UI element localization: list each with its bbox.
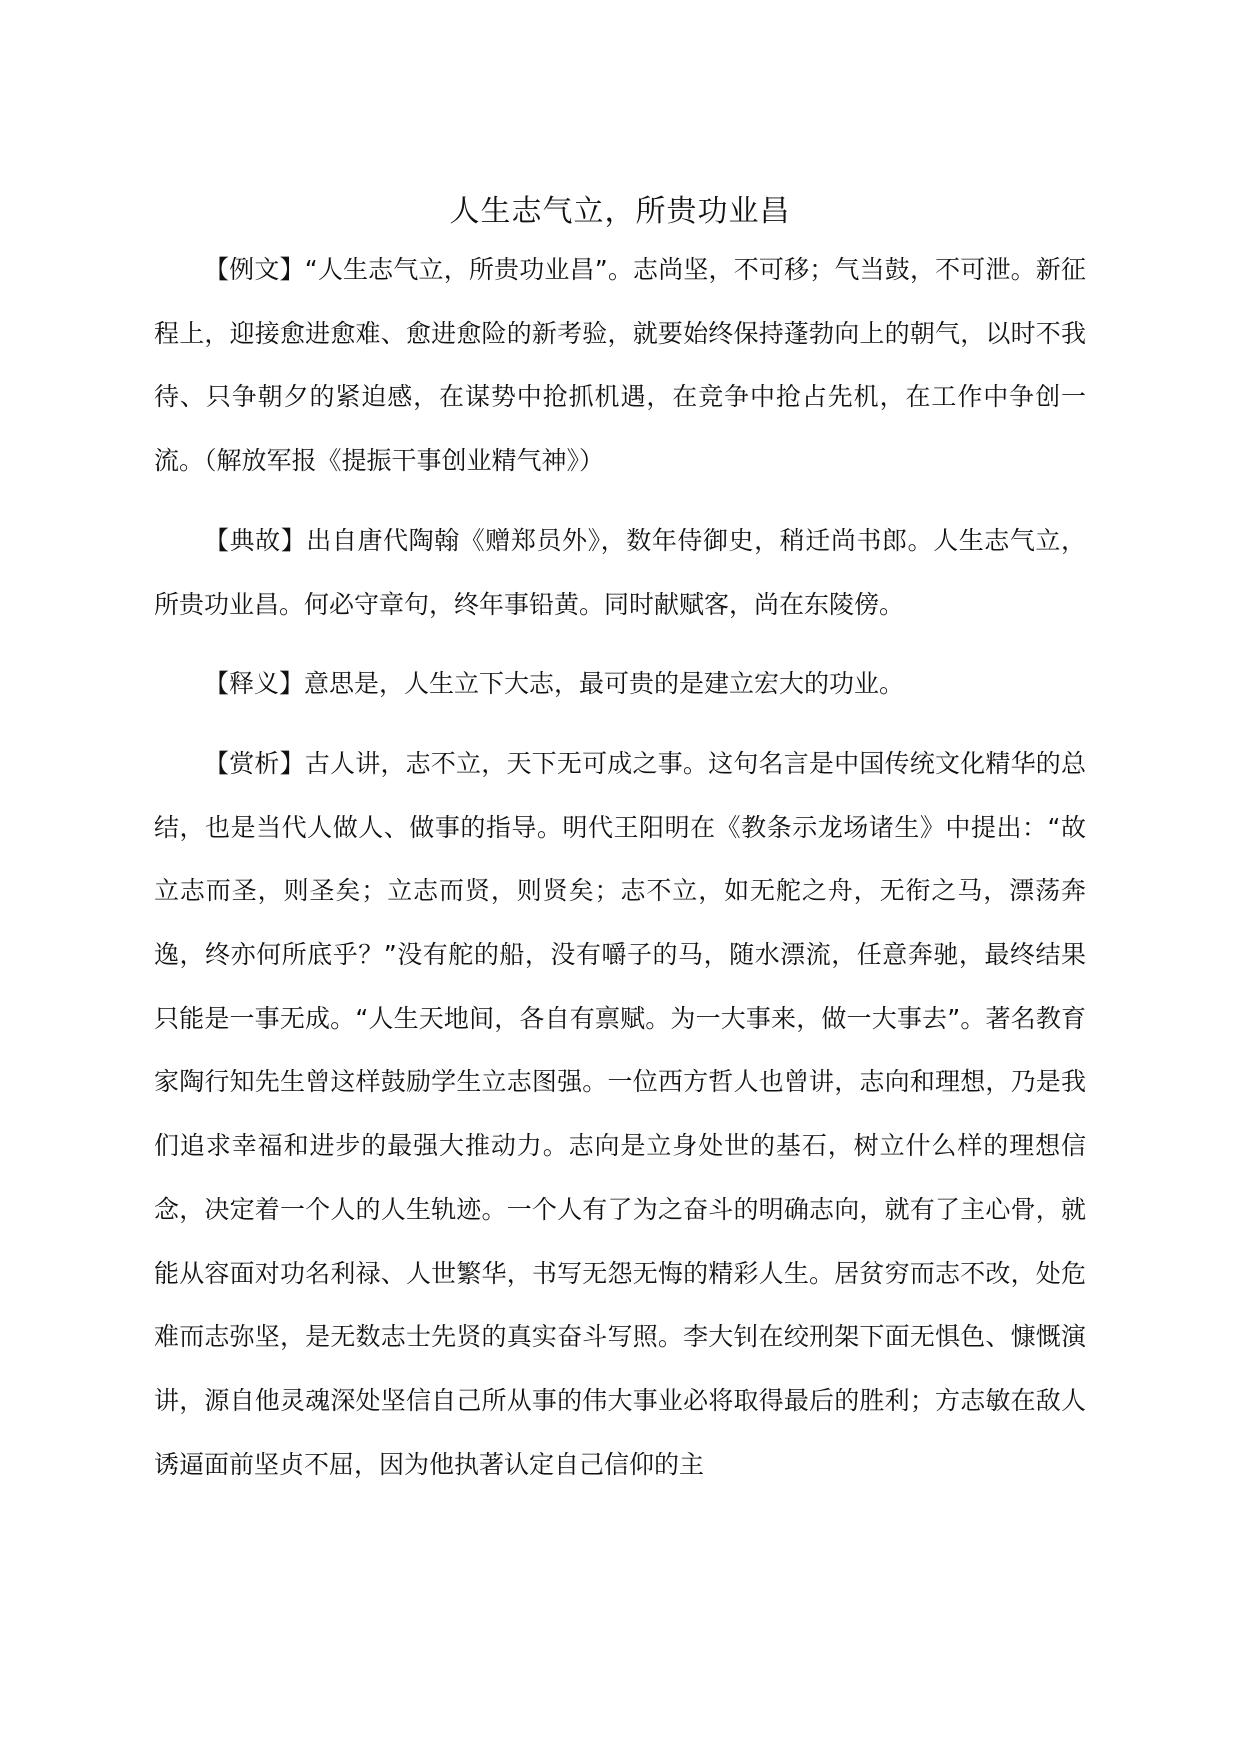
paragraph-appreciation: 【赏析】古人讲，志不立，天下无可成之事。这句名言是中国传统文化精华的总结，也是当代人做人、做事的指导。明代王阳明在《教条示龙场诸生》中提出：“故立志而圣，则圣矣；立志而贤，则贤矣；志不立，如无舵之舟，无衔之马，漂荡奔逸，终亦何所底乎？”没有舵的船，没有嚼子的马，随水漂流，任意奔驰，最终结果只能是一事无成。“人生天地间，各自有禀赋。为一大事来，做一大事去”。著名教育家陶行知先生曾这样鼓励学生立志图强。一位西方哲人也曾讲，志向和理想，乃是我们追求幸福和进步的最强大推动力。志向是立身处世的基石，树立什么样的理想信念，决定着一个人的人生轨迹。一个人有了为之奋斗的明确志向，就有了主心骨，就能从容面对功名利禄、人世繁华，书写无怨无悔的精彩人生。居贫穷而志不改，处危难而志弥坚，是无数志士先贤的真实奋斗写照。李大钊在绞刑架下面无惧色、慷慨演讲，源自他灵魂深处坚信自己所从事的伟大事业必将取得最后的胜利；方志敏在敌人诱逼面前坚贞不屈，因为他执著认定自己信仰的主 [154,748,1086,1479]
paragraph-allusion: 【典故】出自唐代陶翰《赠郑员外》，数年侍御史，稍迁尚书郎。人生志气立，所贵功业昌。何必守章句，终年事铅黄。同时献赋客，尚在东陵傍。 [154,525,1086,619]
paragraph-meaning: 【释义】意思是，人生立下大志，最可贵的是建立宏大的功业。 [204,669,905,699]
document-title: 人生志气立，所贵功业昌 [449,194,791,229]
paragraph-example: 【例文】“人生志气立，所贵功业昌”。志尚坚，不可移；气当鼓，不可泄。新征程上，迎接愈进愈难、愈进愈险的新考验，就要始终保持蓬勃向上的朝气，以时不我待、只争朝夕的紧迫感，在谋势中抢抓机遇，在竞争中抢占先机，在工作中争创一流。（解放军报《提振干事创业精气神》） [154,255,1086,476]
document-body [154,238,1086,1512]
